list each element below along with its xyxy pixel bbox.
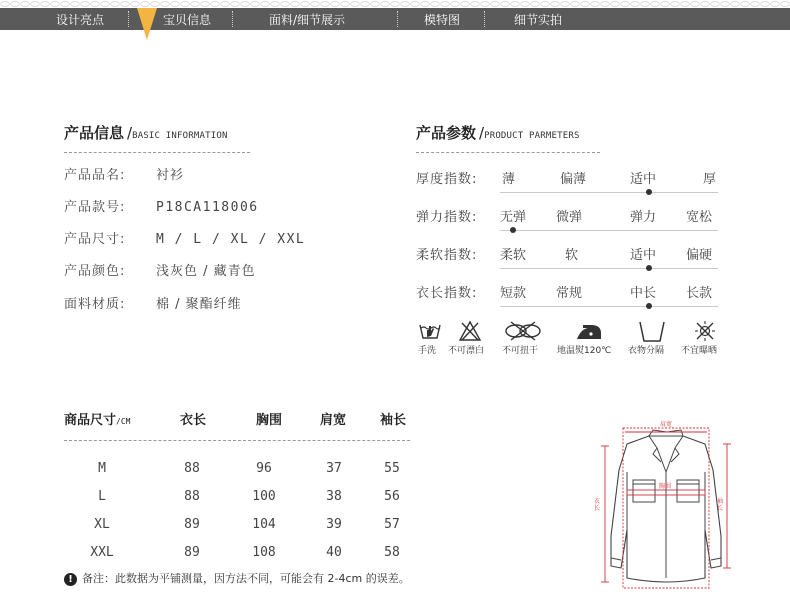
exclamation-icon: ! (64, 573, 77, 586)
measurement-cell: 100 (252, 489, 276, 504)
chest-label: 胸围 (659, 483, 672, 490)
measurement-cell: 40 (326, 545, 342, 560)
wash-separately-icon (638, 320, 666, 344)
care-label-no-bleach: 不可漂白 (448, 346, 485, 356)
product-params-title: 产品参数 (416, 124, 477, 142)
measurement-cell: 38 (326, 489, 342, 504)
param-option: 偏硬 (686, 248, 713, 263)
info-label: 产品品名: (64, 168, 126, 183)
measurement-cell: 89 (184, 517, 200, 532)
info-row-sizes (64, 232, 305, 248)
section-divider (64, 152, 250, 153)
measurement-cell: 89 (184, 545, 200, 560)
nav-tab-design[interactable]: 设计亮点 (56, 13, 105, 27)
info-row-style-no (64, 200, 259, 216)
info-value: 棉 / 聚酯纤维 (156, 297, 242, 312)
param-label: 衣长指数: (416, 286, 478, 301)
shoulder-width-label: 肩宽 (660, 421, 673, 428)
measurement-cell: 88 (184, 461, 200, 476)
chain-border-decoration (0, 0, 790, 8)
param-scale-marker (646, 303, 652, 309)
nav-divider (397, 11, 399, 27)
param-scale-marker (646, 189, 652, 195)
measurement-cell: 55 (384, 461, 400, 476)
param-option: 厚 (703, 172, 717, 187)
care-label-wash-separately: 衣物分隔 (628, 346, 665, 356)
table-divider (64, 440, 410, 441)
size-table-header-shoulder: 肩宽 (320, 413, 347, 428)
nav-divider (484, 11, 486, 27)
param-label: 厚度指数: (416, 172, 478, 187)
nav-tab-model[interactable]: 模特图 (424, 13, 461, 27)
info-label: 产品款号: (64, 200, 126, 215)
param-option: 微弹 (556, 210, 583, 225)
size-cell: M (98, 461, 106, 476)
size-cell: XXL (90, 545, 114, 560)
info-value: 浅灰色 / 藏青色 (156, 264, 256, 279)
param-option: 宽松 (686, 210, 713, 225)
measurement-cell: 56 (384, 489, 400, 504)
param-option: 偏薄 (560, 172, 587, 187)
no-sun-dry-icon (694, 320, 716, 342)
size-cell: XL (94, 517, 110, 532)
measurement-cell: 104 (252, 517, 276, 532)
param-scale-track (500, 230, 718, 231)
size-table-header-length: 衣长 (180, 413, 207, 428)
no-wring-icon (503, 320, 543, 342)
info-label: 面料材质: (64, 297, 126, 312)
size-table-header-size (64, 413, 130, 430)
product-info-subtitle: BASIC INFORMATION (132, 131, 228, 141)
measurement-note: 备注：此数据为平铺测量，因方法不同，可能会有 2-4cm 的误差。 (82, 572, 410, 585)
measurement-cell: 96 (256, 461, 272, 476)
param-option: 软 (565, 248, 579, 263)
info-row-colors (64, 264, 256, 280)
param-option: 薄 (502, 172, 516, 187)
nav-tab-fabric-details[interactable]: 面料/细节展示 (269, 13, 346, 27)
no-bleach-icon (458, 320, 482, 342)
param-option: 长款 (686, 286, 713, 301)
measurement-cell: 58 (384, 545, 400, 560)
param-option: 弹力 (630, 210, 657, 225)
sleeve-length-label: 袖长 (717, 498, 724, 512)
product-info-title: 产品信息 (64, 124, 125, 142)
size-cell: L (98, 489, 106, 504)
info-row-name (64, 168, 184, 184)
param-option: 柔软 (500, 248, 527, 263)
param-label: 弹力指数: (416, 210, 478, 225)
nav-tab-product-info[interactable]: 宝贝信息 (163, 13, 212, 27)
heading-slash: / (127, 124, 133, 142)
care-label-no-wring: 不可扭干 (502, 346, 539, 356)
param-scale-track (500, 192, 718, 193)
active-tab-marker (137, 8, 157, 40)
param-label: 柔软指数: (416, 248, 478, 263)
param-option: 适中 (630, 248, 657, 263)
size-table-header-chest: 胸围 (256, 413, 283, 428)
info-label: 产品尺寸: (64, 232, 126, 247)
size-table-unit: /CM (116, 417, 131, 426)
length-label: 衣长 (594, 498, 601, 512)
nav-divider (232, 11, 234, 27)
measurement-cell: 57 (384, 517, 400, 532)
product-params-subtitle: PRODUCT PARMETERS (484, 131, 580, 141)
param-option: 适中 (630, 172, 657, 187)
param-option: 无弹 (500, 210, 527, 225)
param-option: 常规 (556, 286, 583, 301)
product-info-heading (64, 124, 228, 145)
size-table-header-sleeve: 袖长 (380, 413, 407, 428)
measurement-cell: 39 (326, 517, 342, 532)
hand-wash-icon (418, 320, 442, 342)
shirt-measurement-diagram (597, 418, 737, 594)
param-scale-marker (646, 265, 652, 271)
care-label-low-iron: 地温熨120℃ (557, 346, 612, 356)
param-option: 短款 (500, 286, 527, 301)
nav-tab-real-shots[interactable]: 细节实拍 (514, 13, 563, 27)
param-scale-marker (510, 227, 516, 233)
product-params-heading (416, 124, 580, 145)
param-scale-track (500, 268, 718, 269)
info-label: 产品颜色: (64, 264, 126, 279)
size-table-header-label: 商品尺寸 (64, 413, 117, 428)
measurement-cell: 88 (184, 489, 200, 504)
nav-divider (128, 11, 130, 27)
info-value: M / L / XL / XXL (156, 232, 306, 247)
info-value: 衬衫 (156, 168, 185, 183)
low-iron-icon (574, 320, 604, 342)
info-value: P18CA118006 (156, 200, 259, 215)
heading-slash: / (479, 124, 485, 142)
measurement-cell: 108 (252, 545, 276, 560)
param-scale-track (500, 306, 718, 307)
param-option: 中长 (630, 286, 657, 301)
section-divider (416, 152, 600, 153)
care-label-no-sun-dry: 不宜曝晒 (681, 346, 718, 356)
info-row-material (64, 297, 242, 313)
measurement-cell: 37 (326, 461, 342, 476)
top-nav-bar (0, 0, 790, 30)
care-label-hand-wash: 手洗 (418, 346, 437, 356)
